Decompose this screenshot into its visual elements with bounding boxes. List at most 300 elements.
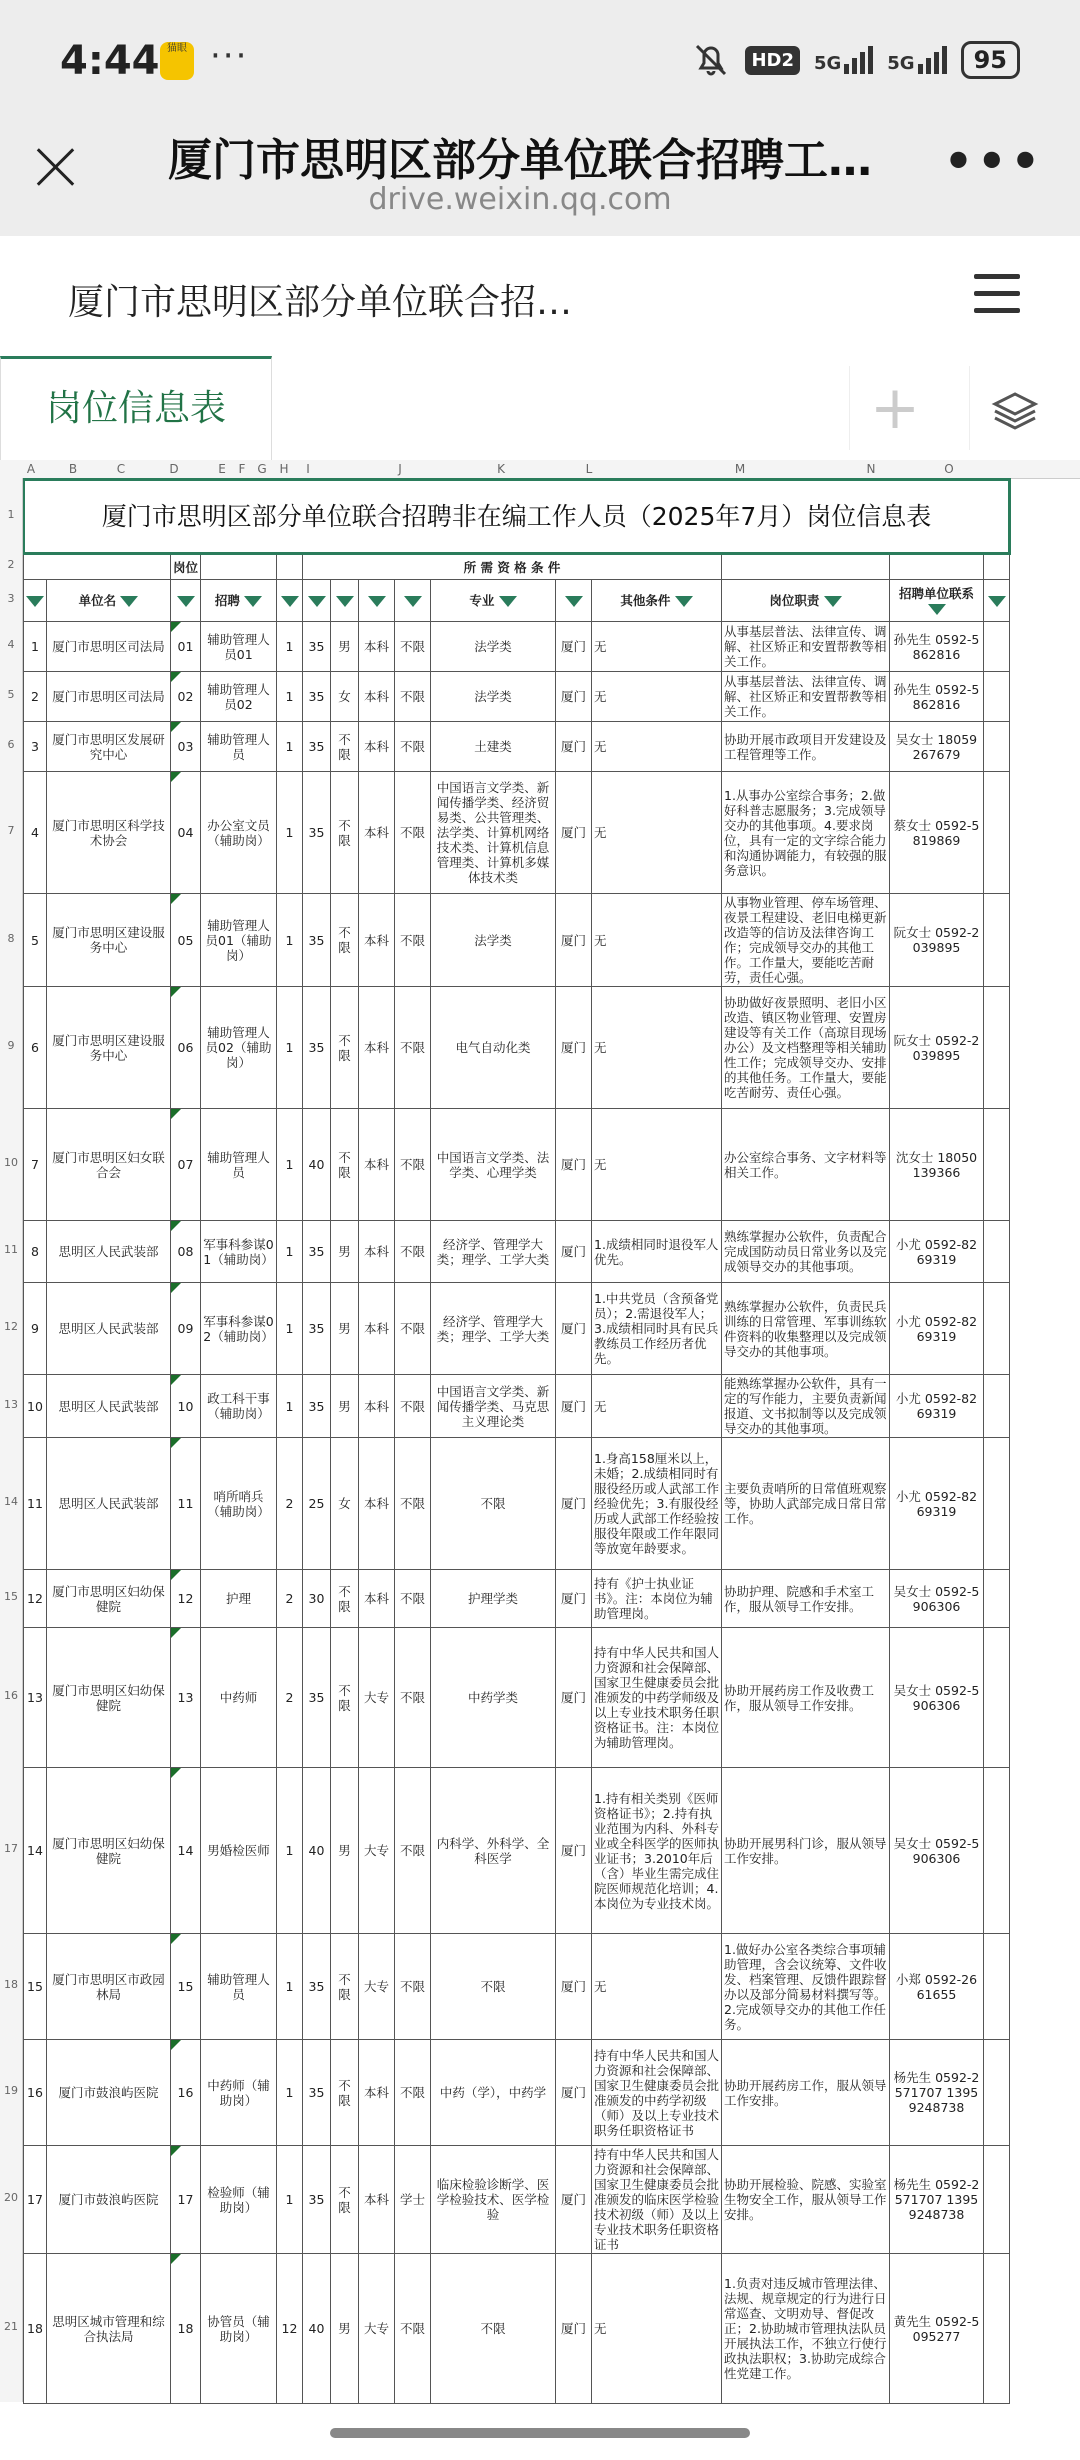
degree-cell[interactable]: 不限 [395,987,431,1109]
degree-cell[interactable]: 不限 [395,622,431,672]
post-name-cell[interactable]: 辅助管理人员02 [201,672,277,722]
unit-cell[interactable]: 厦门市思明区妇幼保健院 [47,1628,171,1768]
row-number-header[interactable]: 15 [0,1568,23,1626]
other-conditions-cell[interactable]: 持有《护士执业证书》。注：本岗位为辅助管理岗。 [592,1570,722,1628]
post-code-cell[interactable]: 11 [171,1438,201,1570]
contact-cell[interactable]: 小尤 0592-8269319 [890,1375,984,1438]
duty-cell[interactable]: 协助开展市政项目开发建设及工程管理等工作。 [722,722,890,772]
unit-cell[interactable]: 思明区人民武装部 [47,1375,171,1438]
location-cell[interactable]: 厦门 [556,1768,592,1934]
duty-cell[interactable]: 协助开展药房工作，服从领导工作安排。 [722,2040,890,2146]
age-cell[interactable]: 35 [303,1628,331,1768]
post-name-cell[interactable]: 辅助管理人员02（辅助岗） [201,987,277,1109]
degree-cell[interactable]: 不限 [395,772,431,894]
degree-cell[interactable]: 不限 [395,1221,431,1283]
location-cell[interactable]: 厦门 [556,1109,592,1221]
table-title[interactable]: 厦门市思明区部分单位联合招聘非在编工作人员（2025年7月）岗位信息表 [24,480,1010,554]
row-number-header[interactable]: 1 [0,478,23,552]
post-code-cell[interactable]: 05 [171,894,201,987]
major-cell[interactable]: 经济学、管理学大类；理学、工学大类 [431,1283,556,1375]
post-code-cell[interactable]: 14 [171,1768,201,1934]
degree-cell[interactable]: 不限 [395,1934,431,2040]
filter-icon[interactable] [303,580,331,622]
unit-cell[interactable]: 思明区人民武装部 [47,1438,171,1570]
education-cell[interactable]: 本科 [359,894,395,987]
degree-cell[interactable]: 不限 [395,672,431,722]
major-cell[interactable]: 不限 [431,2254,556,2404]
post-code-cell[interactable]: 10 [171,1375,201,1438]
post-code-cell[interactable]: 03 [171,722,201,772]
headcount-cell[interactable]: 1 [277,672,303,722]
col-letter[interactable]: D [169,462,179,476]
location-cell[interactable]: 厦门 [556,2254,592,2404]
row-number-header[interactable]: 5 [0,670,23,720]
empty-cell[interactable] [984,772,1010,894]
unit-cell[interactable]: 厦门市思明区建设服务中心 [47,894,171,987]
headcount-cell[interactable]: 1 [277,1221,303,1283]
degree-cell[interactable]: 不限 [395,1628,431,1768]
duty-cell[interactable]: 协助开展药房工作及收费工作，服从领导工作安排。 [722,1628,890,1768]
table-row[interactable] [24,987,1010,1109]
headcount-cell[interactable]: 2 [277,1438,303,1570]
row-number-header[interactable]: 13 [0,1373,23,1436]
location-cell[interactable]: 厦门 [556,1375,592,1438]
col-letter[interactable]: O [944,462,954,476]
header-contact[interactable]: 招聘单位联系 [890,580,984,622]
age-cell[interactable]: 35 [303,1221,331,1283]
age-cell[interactable]: 35 [303,894,331,987]
empty-cell[interactable] [984,987,1010,1109]
unit-cell[interactable]: 厦门市思明区妇幼保健院 [47,1768,171,1934]
age-cell[interactable]: 40 [303,1109,331,1221]
row-number-cell[interactable]: 7 [24,1109,47,1221]
duty-cell[interactable]: 从事物业管理、停车场管理、夜景工程建设、老旧电梯更新改造等的信访及法律咨询工作；完成领导交办的其他工作。工作量大，要能吃苦耐劳，责任心强。 [722,894,890,987]
location-cell[interactable]: 厦门 [556,1570,592,1628]
major-cell[interactable]: 护理学类 [431,1570,556,1628]
post-name-cell[interactable]: 辅助管理人员01 [201,622,277,672]
contact-cell[interactable]: 杨先生 0592-2571707 13959248738 [890,2146,984,2254]
location-cell[interactable]: 厦门 [556,987,592,1109]
table-row[interactable] [24,1375,1010,1438]
post-name-cell[interactable]: 辅助管理人员01（辅助岗） [201,894,277,987]
contact-cell[interactable]: 沈女士 18050139366 [890,1109,984,1221]
degree-cell[interactable]: 不限 [395,1768,431,1934]
post-name-cell[interactable]: 军事科参谋02（辅助岗） [201,1283,277,1375]
other-conditions-cell[interactable]: 无 [592,1934,722,2040]
duty-cell[interactable]: 协助做好夜景照明、老旧小区改造、镇区物业管理、安置房建设等有关工作（高琼目现场办公）及文档整理等相关辅助性工作；完成领导交办、安排的其他任务。工作量大，要能吃苦耐劳、责任心强。 [722,987,890,1109]
gender-cell[interactable]: 女 [331,672,359,722]
row-number-cell[interactable]: 14 [24,1768,47,1934]
gender-cell[interactable]: 男 [331,2254,359,2404]
contact-cell[interactable]: 孙先生 0592-5862816 [890,672,984,722]
headcount-cell[interactable]: 1 [277,622,303,672]
row-number-header[interactable]: 12 [0,1281,23,1373]
table-row[interactable] [24,722,1010,772]
col-letter[interactable]: N [866,462,876,476]
degree-cell[interactable]: 学士 [395,2146,431,2254]
filter-icon[interactable] [395,580,431,622]
row-number-header[interactable]: 11 [0,1219,23,1281]
row-number-cell[interactable]: 8 [24,1221,47,1283]
age-cell[interactable]: 35 [303,622,331,672]
post-name-cell[interactable]: 中药师 [201,1628,277,1768]
row-number-cell[interactable]: 17 [24,2146,47,2254]
post-name-cell[interactable]: 检验师（辅助岗） [201,2146,277,2254]
major-cell[interactable]: 不限 [431,1438,556,1570]
row-number-header[interactable]: 10 [0,1107,23,1219]
row-number-header[interactable]: 4 [0,620,23,670]
table-row[interactable] [24,2254,1010,2404]
age-cell[interactable]: 35 [303,722,331,772]
table-row[interactable] [24,1438,1010,1570]
table-row[interactable] [24,772,1010,894]
major-cell[interactable]: 经济学、管理学大类；理学、工学大类 [431,1221,556,1283]
post-name-cell[interactable]: 协管员（辅助岗） [201,2254,277,2404]
education-cell[interactable]: 本科 [359,1283,395,1375]
unit-cell[interactable]: 厦门市思明区妇女联合会 [47,1109,171,1221]
col-letter[interactable]: F [238,462,246,476]
unit-cell[interactable]: 厦门市思明区司法局 [47,672,171,722]
location-cell[interactable]: 厦门 [556,772,592,894]
location-cell[interactable]: 厦门 [556,2146,592,2254]
other-conditions-cell[interactable]: 持有中华人民共和国人力资源和社会保障部、国家卫生健康委员会批准颁发的中药学初级（师）及以上专业技术职务任职资格证书 [592,2040,722,2146]
row-number-cell[interactable]: 12 [24,1570,47,1628]
contact-cell[interactable]: 孙先生 0592-5862816 [890,622,984,672]
other-conditions-cell[interactable]: 无 [592,622,722,672]
row-number-cell[interactable]: 18 [24,2254,47,2404]
unit-cell[interactable]: 厦门市鼓浪屿医院 [47,2146,171,2254]
age-cell[interactable]: 35 [303,2040,331,2146]
empty-cell[interactable] [984,1570,1010,1628]
gender-cell[interactable]: 男 [331,1375,359,1438]
post-name-cell[interactable]: 军事科参谋01（辅助岗） [201,1221,277,1283]
unit-cell[interactable]: 厦门市思明区科学技术协会 [47,772,171,894]
other-conditions-cell[interactable]: 持有中华人民共和国人力资源和社会保障部、国家卫生健康委员会批准颁发的中药学师级及以上专业技术职务任职资格证书。注：本岗位为辅助管理岗。 [592,1628,722,1768]
location-cell[interactable]: 厦门 [556,894,592,987]
education-cell[interactable]: 本科 [359,1375,395,1438]
empty-cell[interactable] [984,2254,1010,2404]
row-number-header[interactable]: 9 [0,985,23,1107]
empty-cell[interactable] [984,672,1010,722]
post-name-cell[interactable]: 护理 [201,1570,277,1628]
col-letter[interactable]: K [497,462,505,476]
row-number-cell[interactable]: 6 [24,987,47,1109]
headcount-cell[interactable]: 12 [277,2254,303,2404]
row-number-cell[interactable]: 10 [24,1375,47,1438]
empty-cell[interactable] [984,1221,1010,1283]
gender-cell[interactable]: 不限 [331,894,359,987]
degree-cell[interactable]: 不限 [395,1109,431,1221]
unit-cell[interactable]: 思明区人民武装部 [47,1283,171,1375]
table-row[interactable] [24,1221,1010,1283]
header-num[interactable] [277,580,303,622]
major-cell[interactable]: 中药学类 [431,1628,556,1768]
headcount-cell[interactable]: 1 [277,772,303,894]
post-name-cell[interactable]: 辅助管理人员 [201,1109,277,1221]
filter-icon[interactable] [359,580,395,622]
gender-cell[interactable]: 男 [331,622,359,672]
major-cell[interactable]: 中国语言文学类、新闻传播学类、经济贸易类、公共管理类、法学类、计算机网络技术类、计算机信息管理类、计算机多媒体技术类 [431,772,556,894]
education-cell[interactable]: 本科 [359,987,395,1109]
row-number-header[interactable]: 14 [0,1436,23,1568]
col-letter[interactable]: G [257,462,267,476]
header-other[interactable]: 其他条件 [592,580,722,622]
post-code-cell[interactable]: 12 [171,1570,201,1628]
filter-icon[interactable] [556,580,592,622]
gender-cell[interactable]: 男 [331,1768,359,1934]
duty-cell[interactable]: 办公室综合事务、文字材料等相关工作。 [722,1109,890,1221]
degree-cell[interactable]: 不限 [395,1375,431,1438]
headcount-cell[interactable]: 1 [277,987,303,1109]
table-row[interactable] [24,672,1010,722]
major-cell[interactable]: 不限 [431,1934,556,2040]
degree-cell[interactable]: 不限 [395,1283,431,1375]
filter-icon[interactable] [984,580,1010,622]
col-letter[interactable]: H [279,462,289,476]
headcount-cell[interactable]: 1 [277,1934,303,2040]
headcount-cell[interactable]: 2 [277,1628,303,1768]
education-cell[interactable]: 大专 [359,1934,395,2040]
table-row[interactable] [24,2040,1010,2146]
col-letter[interactable]: C [116,462,126,476]
location-cell[interactable]: 厦门 [556,1283,592,1375]
unit-cell[interactable]: 厦门市鼓浪屿医院 [47,2040,171,2146]
duty-cell[interactable]: 熟练掌握办公软件，负责民兵训练的日常管理、军事训练软件资料的收集整理以及完成领导交办的其他事项。 [722,1283,890,1375]
row-number-cell[interactable]: 15 [24,1934,47,2040]
header-unit[interactable]: 单位名 [47,580,171,622]
duty-cell[interactable]: 协助开展男科门诊，服从领导工作安排。 [722,1768,890,1934]
other-conditions-cell[interactable]: 无 [592,1109,722,1221]
headcount-cell[interactable]: 1 [277,894,303,987]
table-row[interactable] [24,894,1010,987]
col-letter[interactable]: L [585,462,593,476]
other-conditions-cell[interactable]: 无 [592,722,722,772]
major-cell[interactable]: 土建类 [431,722,556,772]
age-cell[interactable]: 35 [303,2146,331,2254]
duty-cell[interactable]: 协助护理、院感和手术室工作，服从领导工作安排。 [722,1570,890,1628]
row-number-header[interactable]: 8 [0,892,23,985]
empty-cell[interactable] [984,1375,1010,1438]
headcount-cell[interactable]: 1 [277,1283,303,1375]
table-row[interactable] [24,1934,1010,2040]
row-number-cell[interactable]: 1 [24,622,47,672]
degree-cell[interactable]: 不限 [395,1438,431,1570]
other-conditions-cell[interactable]: 无 [592,987,722,1109]
row-number-header[interactable]: 21 [0,2252,23,2402]
row-number-header[interactable]: 18 [0,1932,23,2038]
col-letter[interactable]: A [26,462,36,476]
education-cell[interactable]: 大专 [359,1768,395,1934]
education-cell[interactable]: 本科 [359,2146,395,2254]
row-number-header[interactable]: 6 [0,720,23,770]
layers-icon[interactable] [969,366,1060,450]
add-sheet-icon[interactable]: + [849,366,940,450]
tab-sheet-job-info[interactable]: 岗位信息表 [0,356,272,462]
age-cell[interactable]: 35 [303,672,331,722]
contact-cell[interactable]: 小尤 0592-8269319 [890,1438,984,1570]
major-cell[interactable]: 电气自动化类 [431,987,556,1109]
education-cell[interactable]: 本科 [359,2040,395,2146]
empty-cell[interactable] [984,1109,1010,1221]
post-name-cell[interactable]: 哨所哨兵（辅助岗） [201,1438,277,1570]
unit-cell[interactable]: 厦门市思明区妇幼保健院 [47,1570,171,1628]
education-cell[interactable]: 本科 [359,1109,395,1221]
gender-cell[interactable]: 女 [331,1438,359,1570]
contact-cell[interactable]: 小尤 0592-8269319 [890,1221,984,1283]
gender-cell[interactable]: 不限 [331,772,359,894]
col-letter[interactable]: M [734,462,746,476]
contact-cell[interactable]: 小尤 0592-8269319 [890,1283,984,1375]
contact-cell[interactable]: 吴女士 0592-5906306 [890,1570,984,1628]
unit-cell[interactable]: 厦门市思明区发展研究中心 [47,722,171,772]
row-number-cell[interactable]: 9 [24,1283,47,1375]
table-row[interactable] [24,1109,1010,1221]
education-cell[interactable]: 本科 [359,722,395,772]
age-cell[interactable]: 35 [303,1375,331,1438]
headcount-cell[interactable]: 1 [277,1109,303,1221]
headcount-cell[interactable]: 2 [277,1570,303,1628]
headcount-cell[interactable]: 1 [277,2146,303,2254]
other-conditions-cell[interactable]: 1.成绩相同时退役军人优先。 [592,1221,722,1283]
education-cell[interactable]: 本科 [359,1221,395,1283]
location-cell[interactable]: 厦门 [556,1628,592,1768]
major-cell[interactable]: 内科学、外科学、全科医学 [431,1768,556,1934]
row-number-cell[interactable]: 3 [24,722,47,772]
row-number-header[interactable]: 2 [0,552,23,578]
duty-cell[interactable]: 熟练掌握办公软件，负责配合完成国防动员日常业务以及完成领导交办的其他事项。 [722,1221,890,1283]
contact-cell[interactable]: 阮女士 0592-2039895 [890,987,984,1109]
row-number-header[interactable]: 3 [0,578,23,620]
row-number-header[interactable]: 16 [0,1626,23,1766]
table-row[interactable] [24,622,1010,672]
post-code-cell[interactable]: 17 [171,2146,201,2254]
age-cell[interactable]: 25 [303,1438,331,1570]
age-cell[interactable]: 40 [303,2254,331,2404]
menu-icon[interactable] [974,274,1020,314]
location-cell[interactable]: 厦门 [556,672,592,722]
table-row[interactable] [24,1628,1010,1768]
education-cell[interactable]: 大专 [359,2254,395,2404]
major-cell[interactable]: 中国语言文学类、新闻传播学类、马克思主义理论类 [431,1375,556,1438]
empty-cell[interactable] [984,2146,1010,2254]
post-name-cell[interactable]: 办公室文员（辅助岗） [201,772,277,894]
gender-cell[interactable]: 不限 [331,722,359,772]
table-row[interactable] [24,2146,1010,2254]
location-cell[interactable]: 厦门 [556,1934,592,2040]
row-number-header[interactable]: 20 [0,2144,23,2252]
filter-icon[interactable] [331,580,359,622]
post-code-cell[interactable]: 04 [171,772,201,894]
major-cell[interactable]: 中国语言文学类、法学类、心理学类 [431,1109,556,1221]
col-letter[interactable]: B [68,462,78,476]
duty-cell[interactable]: 1.从事办公室综合事务；2.做好科普志愿服务；3.完成领导交办的其他事项。4.要求岗位，具有一定的文字综合能力和沟通协调能力，有较强的服务意识。 [722,772,890,894]
other-conditions-cell[interactable]: 无 [592,672,722,722]
empty-cell[interactable] [984,1283,1010,1375]
other-conditions-cell[interactable]: 无 [592,772,722,894]
empty-cell[interactable] [984,722,1010,772]
gender-cell[interactable]: 不限 [331,2040,359,2146]
age-cell[interactable]: 35 [303,772,331,894]
gender-cell[interactable]: 不限 [331,987,359,1109]
post-code-cell[interactable]: 16 [171,2040,201,2146]
empty-cell[interactable] [984,622,1010,672]
col-letter[interactable]: J [398,462,402,476]
education-cell[interactable]: 本科 [359,1438,395,1570]
row-number-cell[interactable]: 2 [24,672,47,722]
duty-cell[interactable]: 从事基层普法、法律宣传、调解、社区矫正和安置帮教等相关工作。 [722,672,890,722]
table-row[interactable] [24,1768,1010,1934]
age-cell[interactable]: 35 [303,987,331,1109]
duty-cell[interactable]: 协助开展检验、院感、实验室生物安全工作，服从领导工作安排。 [722,2146,890,2254]
post-code-cell[interactable]: 08 [171,1221,201,1283]
job-info-table[interactable] [22,478,1011,2404]
other-conditions-cell[interactable]: 1.持有相关类别《医师资格证书》；2.持有执业范围为内科、外科专业或全科医学的医师执业证书；3.2010年后（含）毕业生需完成住院医师规范化培训；4.本岗位为专业技术岗。 [592,1768,722,1934]
empty-cell[interactable] [984,894,1010,987]
unit-cell[interactable]: 厦门市思明区司法局 [47,622,171,672]
gender-cell[interactable]: 男 [331,1221,359,1283]
location-cell[interactable]: 厦门 [556,1221,592,1283]
table-row[interactable] [24,1570,1010,1628]
degree-cell[interactable]: 不限 [395,2254,431,2404]
other-conditions-cell[interactable]: 1.身高158厘米以上，未婚；2.成绩相同时有服役经历或人武部工作经验优先；3.有服役经历或人武部工作经验按服役年限或工作年限同等放宽年龄要求。 [592,1438,722,1570]
contact-cell[interactable]: 黄先生 0592-5095277 [890,2254,984,2404]
contact-cell[interactable]: 小郑 0592-2661655 [890,1934,984,2040]
other-conditions-cell[interactable]: 无 [592,2254,722,2404]
row-number-header[interactable]: 19 [0,2038,23,2144]
empty-cell[interactable] [984,1628,1010,1768]
header-major[interactable]: 专业 [431,580,556,622]
row-number-header[interactable]: 17 [0,1766,23,1932]
table-row[interactable] [24,1283,1010,1375]
education-cell[interactable]: 本科 [359,672,395,722]
more-options-icon[interactable]: ••• [943,134,1044,188]
location-cell[interactable]: 厦门 [556,2040,592,2146]
degree-cell[interactable]: 不限 [395,894,431,987]
unit-cell[interactable]: 思明区人民武装部 [47,1221,171,1283]
post-name-cell[interactable]: 政工科干事（辅助岗） [201,1375,277,1438]
other-conditions-cell[interactable]: 持有中华人民共和国人力资源和社会保障部、国家卫生健康委员会批准颁发的临床医学检验技术初级（师）及以上专业技术职务任职资格证书 [592,2146,722,2254]
major-cell[interactable]: 法学类 [431,894,556,987]
contact-cell[interactable]: 阮女士 0592-2039895 [890,894,984,987]
contact-cell[interactable]: 杨先生 0592-2571707 13959248738 [890,2040,984,2146]
location-cell[interactable]: 厦门 [556,622,592,672]
duty-cell[interactable]: 从事基层普法、法律宣传、调解、社区矫正和安置帮教等相关工作。 [722,622,890,672]
duty-cell[interactable]: 1.做好办公室各类综合事项辅助管理，含会议统筹、文件收发、档案管理、反馈件跟踪督办以及部分简易材料撰写等。2.完成领导交办的其他工作任务。 [722,1934,890,2040]
post-code-cell[interactable]: 15 [171,1934,201,2040]
row-number-cell[interactable]: 13 [24,1628,47,1768]
empty-cell[interactable] [984,1438,1010,1570]
major-cell[interactable]: 中药（学），中药学 [431,2040,556,2146]
headcount-cell[interactable]: 1 [277,1375,303,1438]
education-cell[interactable]: 本科 [359,772,395,894]
post-code-cell[interactable]: 09 [171,1283,201,1375]
unit-cell[interactable]: 厦门市思明区建设服务中心 [47,987,171,1109]
post-name-cell[interactable]: 辅助管理人员 [201,722,277,772]
col-letter[interactable]: E [218,462,226,476]
other-conditions-cell[interactable]: 无 [592,1375,722,1438]
post-name-cell[interactable]: 中药师（辅助岗） [201,2040,277,2146]
duty-cell[interactable]: 能熟练掌握办公软件，具有一定的写作能力，主要负责新闻报道、文书拟制等以及完成领导交办的其他事项。 [722,1375,890,1438]
location-cell[interactable]: 厦门 [556,1438,592,1570]
row-number-cell[interactable]: 11 [24,1438,47,1570]
degree-cell[interactable]: 不限 [395,2040,431,2146]
other-conditions-cell[interactable]: 1.中共党员（含预备党员）；2.需退役军人；3.成绩相同时具有民兵教练员工作经历者优先。 [592,1283,722,1375]
major-cell[interactable]: 法学类 [431,672,556,722]
gender-cell[interactable]: 不限 [331,2146,359,2254]
education-cell[interactable]: 大专 [359,1628,395,1768]
contact-cell[interactable]: 蔡女士 0592-5819869 [890,772,984,894]
post-code-cell[interactable]: 06 [171,987,201,1109]
